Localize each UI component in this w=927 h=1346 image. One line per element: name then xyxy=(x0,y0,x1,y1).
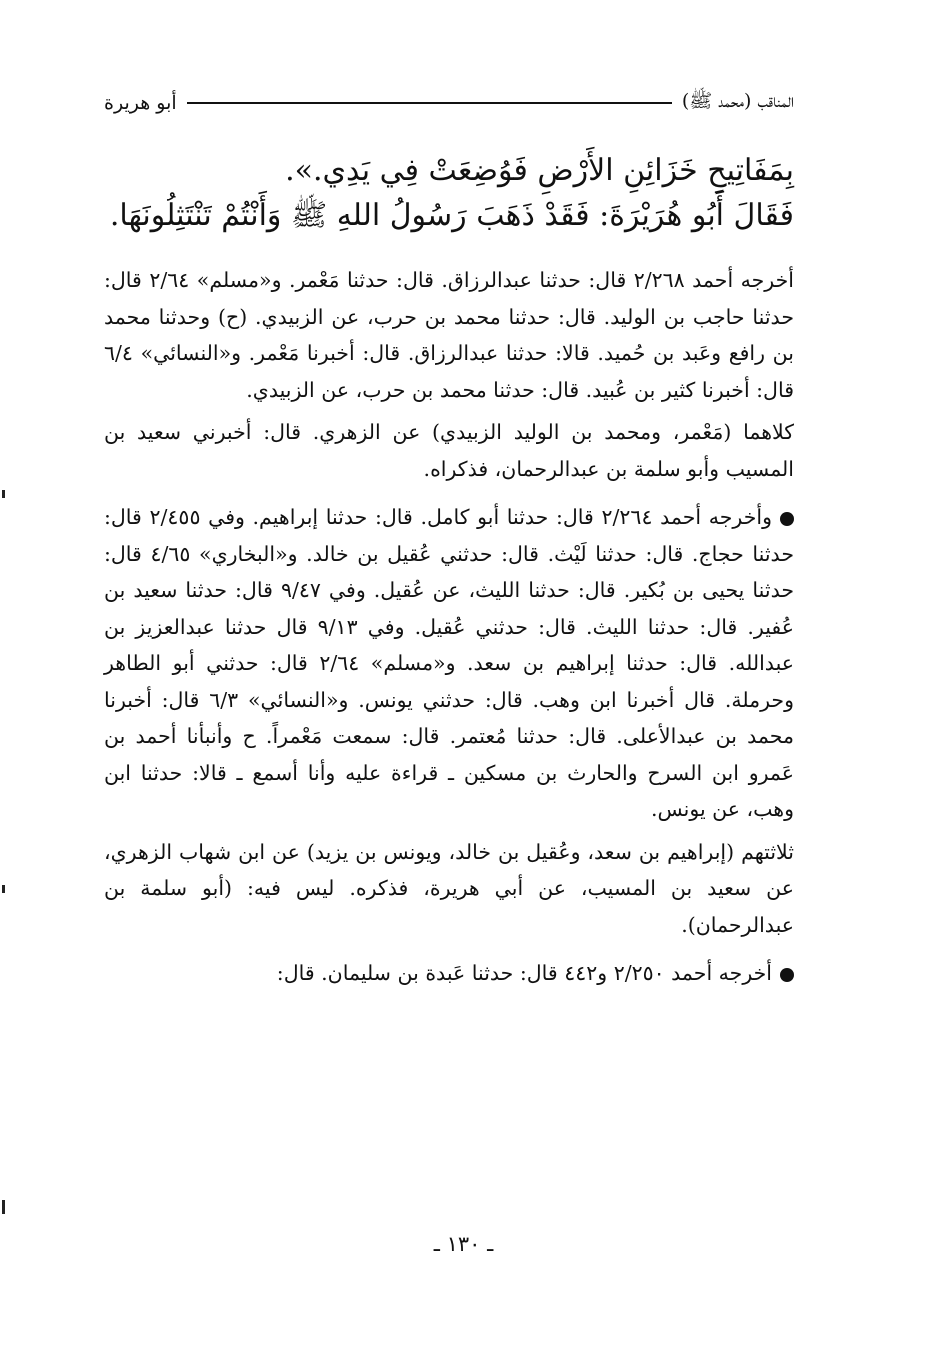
scan-artifact xyxy=(2,490,5,498)
paragraph-text: أخرجه أحمد ٢/٢٥٠ و٤٤٢ قال: حدثنا عَبدة بن سليمان. قال: xyxy=(276,961,772,985)
paragraph xyxy=(104,414,794,487)
hadith-line: بِمَفَاتِيحِ خَزَائِنِ الأَرْضِ فَوُضِعَتْ فِي يَدِي.». xyxy=(285,153,794,188)
hadith-text xyxy=(104,148,794,238)
paragraph xyxy=(104,834,794,944)
paragraph xyxy=(104,499,794,828)
paragraph xyxy=(104,955,794,992)
chapter-title: المناقب (محمد ﷺ) xyxy=(681,90,794,112)
paragraph-text: ثلاثتهم (إبراهيم بن سعد، وعُقيل بن خالد، ويونس بن يزيد) عن ابن شهاب الزهري، عن سعيد بن المسيب، عن أبي هريرة، فذكره. ليس فيه: (أبو سلمة بن عبدالرحمان). xyxy=(104,839,794,937)
running-header xyxy=(104,88,794,118)
paragraph-text: كلاهما (مَعْمر، ومحمد بن الوليد الزبيدي) عن الزهري. قال: أخبرني سعيد بن المسيب وأبو سلمة بن عبدالرحمان، فذكراه. xyxy=(104,420,794,481)
scan-artifact xyxy=(2,885,5,893)
page-number: ـ ١٣٠ ـ xyxy=(433,1232,494,1256)
bullet-icon xyxy=(780,968,794,982)
narrator-name: أبو هريرة xyxy=(104,92,177,114)
takhrij-section xyxy=(104,262,794,992)
bullet-icon xyxy=(780,512,794,526)
paragraph xyxy=(104,262,794,408)
hadith-line: فَقَالَ أَبُو هُرَيْرَةَ: فَقَدْ ذَهَبَ رَسُولُ اللهِ ﷺ وَأَنْتُمْ تَنْتَثِلُونَهَا. xyxy=(109,198,794,233)
paragraph-text: وأخرجه أحمد ٢/٢٦٤ قال: حدثنا أبو كامل. قال: حدثنا إبراهيم. وفي ٢/٤٥٥ قال: حدثنا حجاج. قال: حدثنا لَيْث. قال: حدثني عُقيل بن خالد. و«البخاري» ٤/٦٥ قال: حدثنا يحيى بن بُكير. قال: حدثنا الليث، عن عُقيل. وفي ٩/٤٧ قال: حدثنا سعيد بن عُفير. قال: حدثنا الليث. قال: حدثني عُقيل. وفي ٩/١٣ قال حدثنا عبدالعزيز بن عبدالله. قال: حدثنا إبراهيم بن سعد. و«مسلم» ٢/٦٤ قال: حدثني أبو الطاهر وحرملة. قال أخبرنا ابن وهب. قال: حدثني يونس. و«النسائي» ٦/٣ قال: أخبرنا محمد بن عبدالأعلى. قال: حدثنا مُعتمر. قال: سمعت مَعْمراً. ح وأنبأنا أحمد بن عَمرو ابن السرح والحارث بن مسكين ـ قراءة عليه وأنا أسمع ـ قالا: حدثنا ابن وهب، عن يونس. xyxy=(104,505,795,821)
scan-artifact xyxy=(2,1200,5,1214)
header-rule xyxy=(187,102,672,104)
paragraph-text: أخرجه أحمد ٢/٢٦٨ قال: حدثنا عبدالرزاق. قال: حدثنا مَعْمر. و«مسلم» ٢/٦٤ قال: حدثنا حاجب بن الوليد. قال: حدثنا محمد بن حرب، عن الزبيدي. (ح) وحدثنا محمد بن رافع وعَبد بن حُميد. قالا: حدثنا عبدالرزاق. قال: أخبرنا مَعْمر. و«النسائي» ٦/٤ قال: أخبرنا كثير بن عُبيد. قال: حدثنا محمد بن حرب، عن الزبيدي. xyxy=(104,268,794,402)
